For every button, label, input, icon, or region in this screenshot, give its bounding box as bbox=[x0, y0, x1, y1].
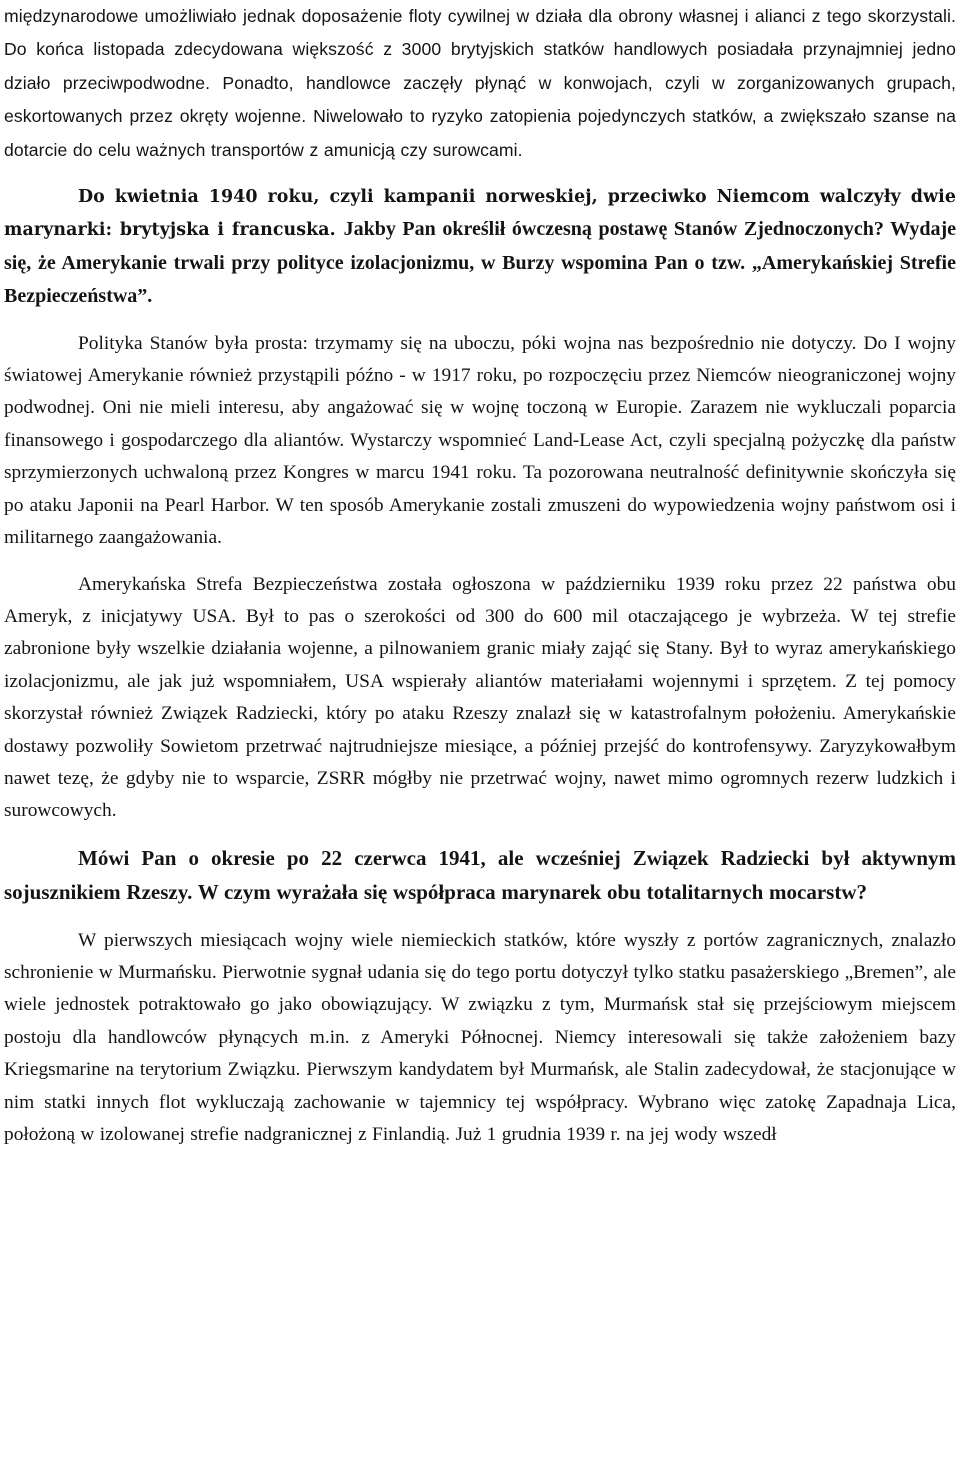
document-page bbox=[4, 0, 956, 1151]
question-text: Mówi Pan o okresie po 22 czerwca 1941, ale wcześniej Związek Radziecki był aktywnym sojusznikiem Rzeszy. W czym wyrażała się współpraca marynarek obu totalitarnych mocarstw? bbox=[4, 845, 956, 905]
paragraph-security-zone bbox=[4, 569, 956, 828]
paragraph-text: W pierwszych miesiącach wojny wiele niemieckich statków, które wyszły z portów zagranicznych, znalazło schronienie w Murmańsku. Pierwotnie sygnał udania się do tego portu dotyczył tylko statku pasażerskiego „Bremen”, ale wiele jednostek potraktowało go jako obowiązujący. W związku z tym, Murmańsk stał się przejściowym miejscem postoju dla handlowców płynących m.in. z Ameryki Północnej. Niemcy interesowali się także założeniem bazy Kriegsmarine na terytorium Związku. Pierwszym kandydatem był Murmańsk, ale Stalin zadecydował, że stacjonujące w nim statki innych flot wykluczają zachowanie w tajemnicy tej współpracy. Wybrano więc zatokę Zapadnaja Lica, położoną w izolowanej strefie nadgranicznej z Finlandią. Już 1 grudnia 1939 r. na jej wody wszedł bbox=[4, 929, 956, 1145]
interview-question-soviet bbox=[4, 842, 956, 911]
paragraph-us-policy bbox=[4, 328, 956, 555]
paragraph-text: Amerykańska Strefa Bezpieczeństwa została ogłoszona w październiku 1939 roku przez 22 państwa obu Ameryk, z inicjatywy USA. Był to pas o szerokości od 300 do 600 mil otaczającego je wybrzeża. W tej strefie zabronione były wszelkie działania wojenne, a pilnowaniem granic miały zająć się Stany. Był to wyraz amerykańskiego izolacjonizmu, ale jak już wspomniałem, USA wspierały aliantów materiałami wojennymi i sprzętem. Z tej pomocy skorzystał również Związek Radziecki, który po ataku Rzeszy znalazł się w katastrofalnym położeniu. Amerykańskie dostawy pozwoliły Sowietom przetrwać najtrudniejsze miesiące, a później przejść do kontrofensywy. Zaryzykowałbym nawet tezę, że gdyby nie to wsparcie, ZSRR mógłby nie przetrwać wojny, nawet mimo ogromnych rezerw ludzkich i surowcowych. bbox=[4, 573, 956, 822]
question-text-sans: Do kwietnia 1940 roku, czyli kampanii norweskiej, przeciwko Niemcom walczyły dwie marynarki: brytyjska i francuska. bbox=[4, 187, 956, 241]
paragraph-text: Polityka Stanów była prosta: trzymamy się na uboczu, póki wojna nas bezpośrednio nie dotyczy. Do I wojny światowej Amerykanie również przystąpili późno - w 1917 roku, po rozpoczęciu przez Niemców nieograniczonej wojny podwodnej. Oni nie mieli interesu, aby angażować się w wojnę toczoną w Europie. Zarazem nie wykluczali poparcia finansowego i gospodarczego dla aliantów. Wystarczy wspomnieć Land-Lease Act, czyli specjalną pożyczkę dla państw sprzymierzonych uchwaloną przez Kongres w marcu 1941 roku. Ta pozorowana neutralność definitywnie skończyła się po ataku Japonii na Pearl Harbor. W ten sposób Amerykanie zostali zmuszeni do wypowiedzenia wojny państwom osi i militarnego zaangażowania. bbox=[4, 332, 956, 549]
paragraph-convoys bbox=[4, 0, 956, 167]
question-text-serif: Jakby Pan określił ówczesną postawę Stanów Zjednoczonych? Wydaje się, że Amerykanie trwali przy polityce izolacjonizmu, w Burzy wspomina Pan o tzw. „Amerykańskiej Strefie Bezpieczeństwa”. bbox=[4, 218, 957, 308]
paragraph-text: międzynarodowe umożliwiało jednak doposażenie floty cywilnej w działa dla obrony własnej i alianci z tego skorzystali. Do końca listopada zdecydowana większość z 3000 brytyjskich statków handlowych posiadała przynajmniej jedno działo przeciwpodwodne. Ponadto, handlowce zaczęły płynąć w konwojach, czyli w zorganizowanych grupach, eskortowanych przez okręty wojenne. Niwelowało to ryzyko zatopienia pojedynczych statków, a zwiększało szanse na dotarcie do celu ważnych transportów z amunicją czy surowcami. bbox=[4, 6, 956, 160]
interview-question-usa bbox=[4, 181, 956, 314]
paragraph-murmansk bbox=[4, 925, 956, 1152]
